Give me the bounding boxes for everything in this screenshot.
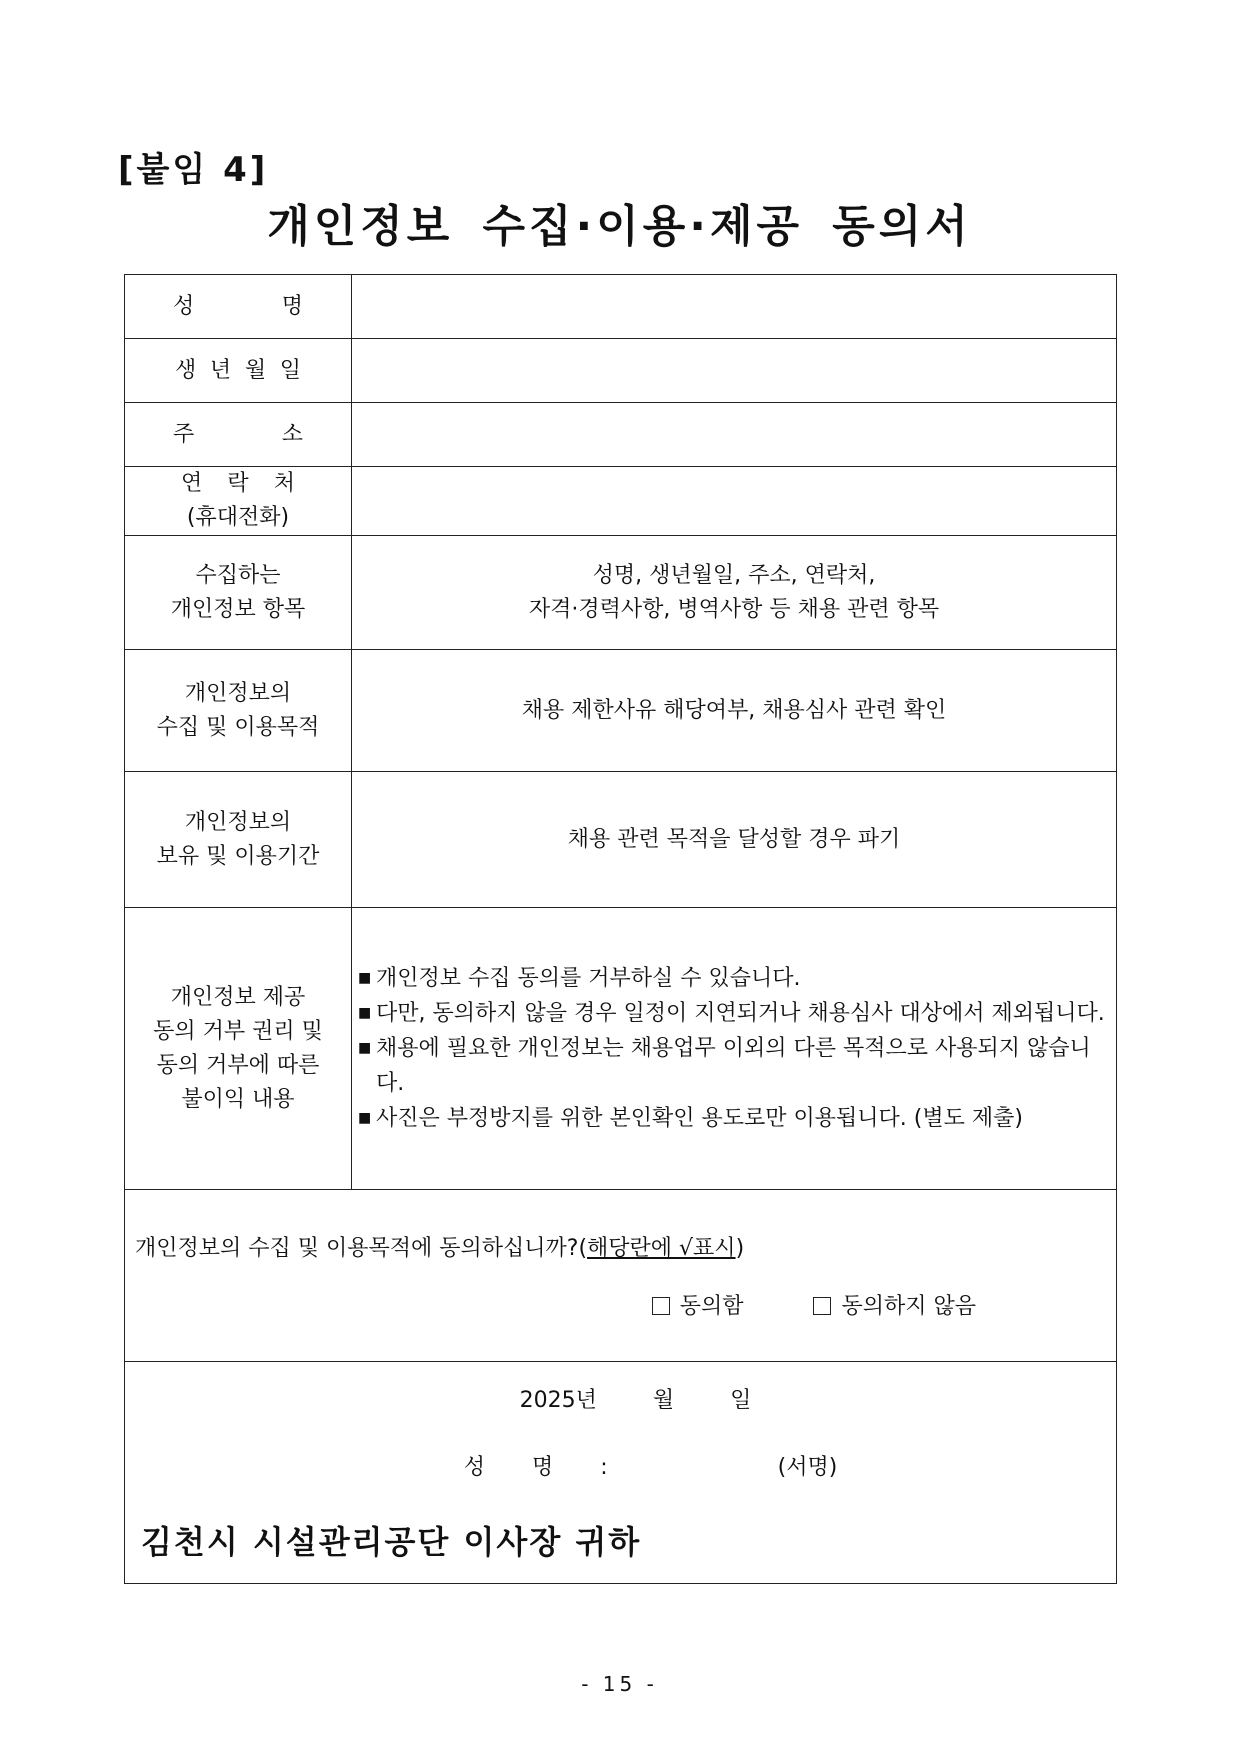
- purpose-row: [125, 650, 1117, 772]
- address-row: [125, 403, 1117, 467]
- bullet-square-icon: ■: [358, 1005, 372, 1021]
- agree-option[interactable]: 동의함: [652, 1289, 744, 1320]
- list-item: ■ 사진은 부정방지를 위한 본인확인 용도로만 이용됩니다. (별도 제출): [358, 1101, 1116, 1136]
- bullet-square-icon: ■: [358, 1110, 372, 1126]
- disagree-option[interactable]: 동의하지 않음: [813, 1289, 976, 1320]
- rights-label: 개인정보 제공 동의 거부 권리 및 동의 거부에 따른 불이익 내용: [125, 908, 352, 1190]
- period-label: 개인정보의 보유 및 이용기간: [125, 772, 352, 908]
- birth-row: [125, 339, 1117, 403]
- sign-mark: (서명): [777, 1454, 838, 1480]
- page-number: - 15 -: [581, 1672, 658, 1696]
- document-title: 개인정보 수집·이용·제공 동의서: [267, 201, 972, 252]
- contact-value-cell[interactable]: [352, 467, 1117, 536]
- date-line: 2025년 월 일: [519, 1387, 752, 1413]
- name-row: [125, 275, 1117, 339]
- list-item: ■ 다만, 동의하지 않을 경우 일정이 지연되거나 채용심사 대상에서 제외됩니다.: [358, 996, 1116, 1031]
- list-item: ■ 개인정보 수집 동의를 거부하실 수 있습니다.: [358, 961, 1116, 996]
- consent-cell: [125, 1190, 1117, 1362]
- address-label: 주 소: [125, 403, 352, 467]
- consent-row: [125, 1190, 1117, 1362]
- contact-row: [125, 467, 1117, 536]
- items-value: 성명, 생년월일, 주소, 연락처, 자격·경력사항, 병역사항 등 채용 관련 항목: [352, 536, 1117, 650]
- name-label: 성 명: [125, 275, 352, 339]
- contact-label: 연 락 처 (휴대전화): [125, 467, 352, 536]
- items-row: [125, 536, 1117, 650]
- agree-checkbox[interactable]: [652, 1297, 670, 1315]
- signature-row: [125, 1362, 1117, 1584]
- rights-value: [352, 908, 1117, 1190]
- name-value-cell[interactable]: [352, 275, 1117, 339]
- rights-row: [125, 908, 1117, 1190]
- bullet-square-icon: ■: [358, 970, 372, 986]
- signature-cell: [125, 1362, 1117, 1584]
- address-value-cell[interactable]: [352, 403, 1117, 467]
- contact-sub-label: (휴대전화): [186, 505, 290, 530]
- period-row: [125, 772, 1117, 908]
- list-item: ■ 채용에 필요한 개인정보는 채용업무 이외의 다른 목적으로 사용되지 않습니다.: [358, 1031, 1116, 1101]
- birth-label: 생 년 월 일: [125, 339, 352, 403]
- disagree-checkbox[interactable]: [813, 1297, 831, 1315]
- attachment-label: [붙임 4]: [118, 150, 269, 190]
- bullet-square-icon: ■: [358, 1040, 372, 1056]
- purpose-label: 개인정보의 수집 및 이용목적: [125, 650, 352, 772]
- birth-value-cell[interactable]: [352, 339, 1117, 403]
- consent-question: 개인정보의 수집 및 이용목적에 동의하십니까?(해당란에 √표시): [135, 1236, 745, 1261]
- addressee: 김천시 시설관리공단 이사장 귀하: [141, 1522, 642, 1561]
- period-value: 채용 관련 목적을 달성할 경우 파기: [352, 772, 1117, 908]
- consent-form-table: [124, 274, 1117, 1584]
- purpose-value: 채용 제한사유 해당여부, 채용심사 관련 확인: [352, 650, 1117, 772]
- items-label: 수집하는 개인정보 항목: [125, 536, 352, 650]
- signer-line: 성 명 : (서명): [125, 1450, 1116, 1481]
